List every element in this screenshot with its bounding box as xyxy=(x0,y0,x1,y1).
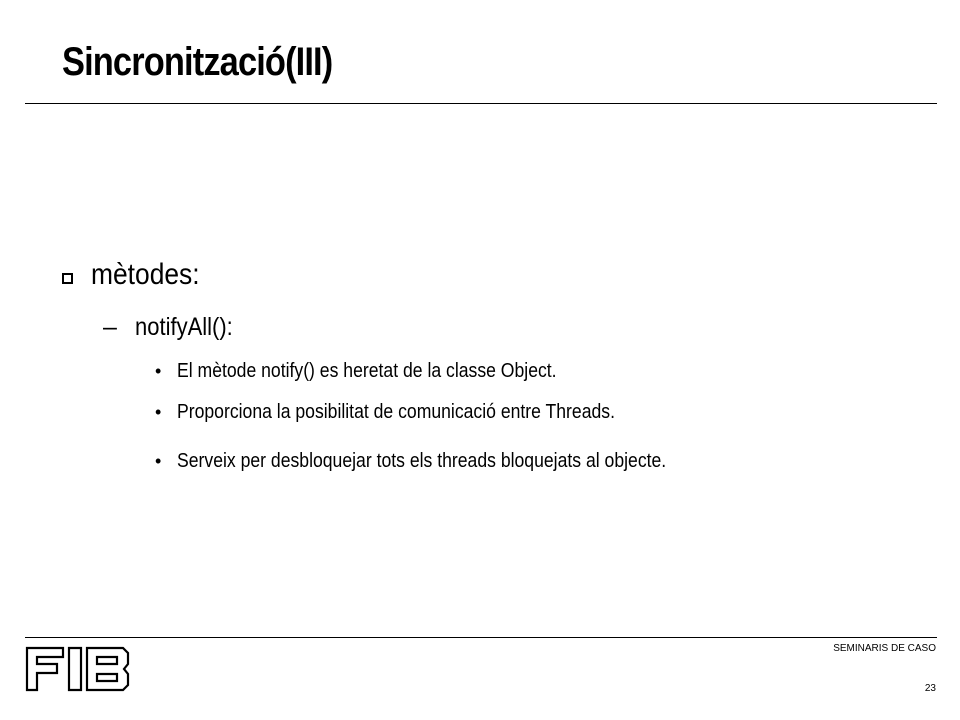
bullet-level3-item xyxy=(155,450,733,473)
bullet-level3-text: El mètode notify() es heretat de la classe Object. xyxy=(177,360,557,382)
bullet-level2 xyxy=(103,313,246,342)
title-divider xyxy=(25,103,937,104)
bullet-level3-item xyxy=(155,401,675,424)
bullet-level1-text: mètodes: xyxy=(91,258,200,291)
dash-bullet-icon: – xyxy=(103,313,117,341)
dot-bullet-icon: • xyxy=(155,451,162,471)
fib-logo xyxy=(25,646,131,692)
bullet-level3-text: Proporciona la posibilitat de comunicació entre Threads. xyxy=(177,401,615,423)
footer-label: SEMINARIS DE CASO xyxy=(833,643,936,654)
square-bullet-icon xyxy=(62,273,73,284)
bullet-level2-text: notifyAll(): xyxy=(135,313,233,341)
page-number: 23 xyxy=(924,683,936,694)
dot-bullet-icon: • xyxy=(155,361,162,381)
bullet-level3-item xyxy=(155,360,608,383)
bullet-level3-text: Serveix per desbloquejar tots els threads bloquejats al objecte. xyxy=(177,450,667,472)
footer-divider xyxy=(25,637,937,638)
bullet-level1 xyxy=(62,258,214,292)
dot-bullet-icon: • xyxy=(155,402,162,422)
slide-title: Sincronització(III) xyxy=(62,40,333,84)
